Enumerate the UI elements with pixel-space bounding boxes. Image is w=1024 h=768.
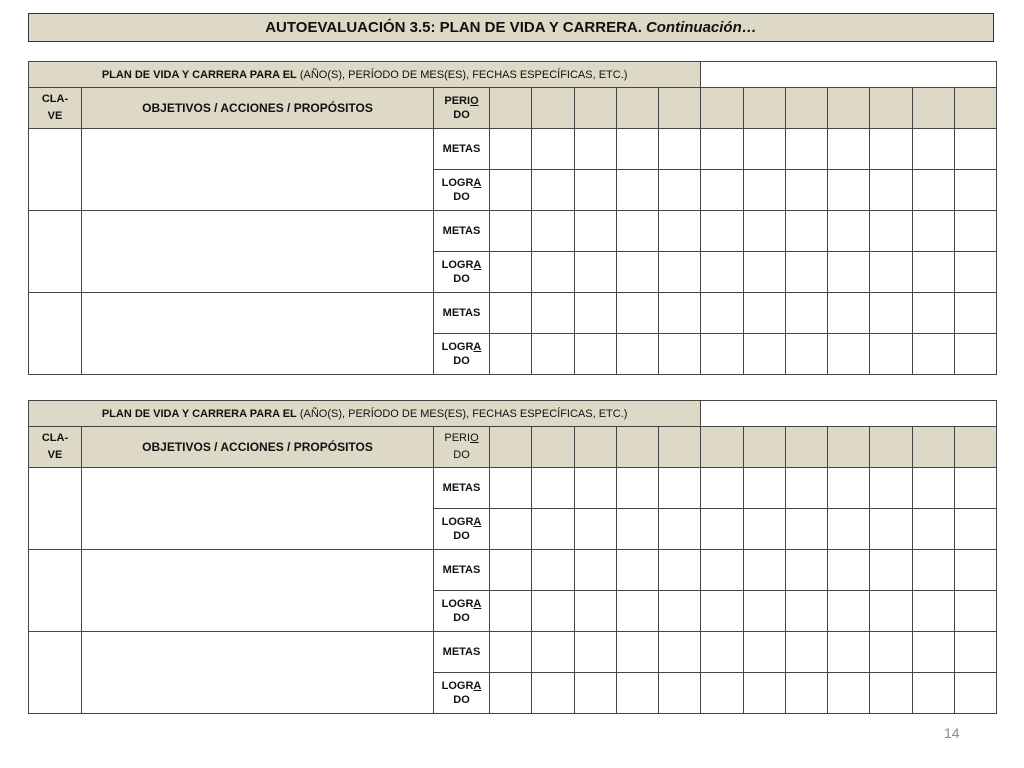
header-bold-text: PLAN DE VIDA Y CARRERA PARA EL: [101, 68, 297, 81]
logrado-grid-cell[interactable]: [954, 673, 996, 714]
metas-grid-cell[interactable]: [574, 632, 616, 673]
metas-label: [434, 211, 490, 252]
logrado-grid-cell[interactable]: [828, 170, 870, 211]
metas-grid-cell[interactable]: [870, 211, 912, 252]
logrado-underlined-letter: A: [473, 598, 482, 610]
objetivos-label: OBJETIVOS / ACCIONES / PROPÓSITOS: [142, 440, 373, 454]
metas-grid-cell[interactable]: [954, 632, 996, 673]
logrado-grid-cell[interactable]: [532, 334, 574, 375]
objetivos-cell[interactable]: [82, 129, 434, 211]
metas-grid-cell[interactable]: [532, 293, 574, 334]
logrado-grid-cell[interactable]: [828, 591, 870, 632]
objetivos-cell[interactable]: [82, 293, 434, 375]
period-column-header-cell[interactable]: [954, 427, 996, 468]
metas-grid-cell[interactable]: [659, 129, 701, 170]
period-column-header-cell[interactable]: [532, 88, 574, 129]
logrado-grid-cell[interactable]: [912, 591, 954, 632]
logrado-grid-cell[interactable]: [912, 334, 954, 375]
metas-grid-cell[interactable]: [659, 632, 701, 673]
logrado-grid-cell[interactable]: [743, 673, 785, 714]
logrado-line-1: LOGRA: [441, 516, 482, 528]
metas-grid-cell[interactable]: [743, 129, 785, 170]
logrado-grid-cell[interactable]: [701, 591, 743, 632]
metas-grid-cell[interactable]: [912, 211, 954, 252]
clave-line-1: CLA-: [41, 93, 69, 105]
logrado-line-1: LOGRA: [441, 680, 482, 692]
period-column-header-cell[interactable]: [743, 427, 785, 468]
logrado-grid-cell[interactable]: [701, 170, 743, 211]
metas-grid-cell[interactable]: [912, 468, 954, 509]
logrado-grid-cell[interactable]: [532, 170, 574, 211]
metas-grid-cell[interactable]: [912, 550, 954, 591]
period-column-header-cell[interactable]: [954, 88, 996, 129]
page-number: 14: [944, 725, 960, 741]
logrado-grid-cell[interactable]: [785, 334, 827, 375]
metas-grid-cell[interactable]: [490, 632, 532, 673]
metas-text: METAS: [442, 482, 481, 494]
metas-grid-cell[interactable]: [701, 468, 743, 509]
metas-row: [29, 129, 997, 170]
metas-grid-cell[interactable]: [828, 293, 870, 334]
plan-period-header: [29, 401, 701, 427]
metas-grid-cell[interactable]: [828, 550, 870, 591]
metas-label: [434, 550, 490, 591]
metas-grid-cell[interactable]: [574, 211, 616, 252]
logrado-grid-cell[interactable]: [490, 509, 532, 550]
clave-line-1: CLA-: [41, 432, 69, 444]
metas-grid-cell[interactable]: [870, 468, 912, 509]
metas-grid-cell[interactable]: [870, 293, 912, 334]
logrado-grid-cell[interactable]: [574, 334, 616, 375]
logrado-label: [434, 509, 490, 550]
logrado-line-1: LOGRA: [441, 177, 482, 189]
metas-grid-cell[interactable]: [659, 211, 701, 252]
logrado-grid-cell[interactable]: [954, 170, 996, 211]
logrado-grid-cell[interactable]: [954, 334, 996, 375]
metas-grid-cell[interactable]: [490, 129, 532, 170]
metas-grid-cell[interactable]: [785, 293, 827, 334]
logrado-grid-cell[interactable]: [828, 334, 870, 375]
clave-cell[interactable]: [29, 129, 82, 211]
metas-grid-cell[interactable]: [701, 211, 743, 252]
metas-grid-cell[interactable]: [616, 129, 658, 170]
periodo-line-2: DO: [453, 449, 470, 461]
metas-text: METAS: [442, 143, 481, 155]
metas-grid-cell[interactable]: [954, 129, 996, 170]
logrado-underlined-letter: A: [473, 259, 482, 271]
plan-period-header: [29, 62, 701, 88]
metas-grid-cell[interactable]: [828, 129, 870, 170]
logrado-grid-cell[interactable]: [870, 591, 912, 632]
objetivos-cell[interactable]: [82, 468, 434, 550]
periodo-underlined-letter: O: [470, 432, 479, 444]
metas-grid-cell[interactable]: [743, 293, 785, 334]
logrado-grid-cell[interactable]: [870, 252, 912, 293]
logrado-line-1: LOGRA: [441, 259, 482, 271]
logrado-grid-cell[interactable]: [828, 673, 870, 714]
period-column-header-cell[interactable]: [574, 427, 616, 468]
period-column-header-cell[interactable]: [785, 88, 827, 129]
clave-header: [29, 88, 82, 129]
logrado-grid-cell[interactable]: [870, 170, 912, 211]
logrado-grid-cell[interactable]: [828, 252, 870, 293]
metas-text: METAS: [442, 564, 481, 576]
metas-label: [434, 293, 490, 334]
logrado-grid-cell[interactable]: [659, 509, 701, 550]
clave-line-2: VE: [47, 449, 63, 461]
period-column-header-cell[interactable]: [659, 88, 701, 129]
logrado-line-2: DO: [453, 273, 470, 285]
metas-grid-cell[interactable]: [785, 632, 827, 673]
metas-grid-cell[interactable]: [490, 468, 532, 509]
logrado-grid-cell[interactable]: [532, 252, 574, 293]
logrado-grid-cell[interactable]: [870, 509, 912, 550]
logrado-grid-cell[interactable]: [828, 509, 870, 550]
logrado-label: [434, 170, 490, 211]
logrado-grid-cell[interactable]: [912, 170, 954, 211]
metas-grid-cell[interactable]: [532, 632, 574, 673]
period-column-header-cell[interactable]: [490, 88, 532, 129]
objetivos-cell[interactable]: [82, 632, 434, 714]
metas-grid-cell[interactable]: [701, 129, 743, 170]
logrado-grid-cell[interactable]: [954, 591, 996, 632]
period-column-header-cell[interactable]: [701, 427, 743, 468]
logrado-label: [434, 673, 490, 714]
logrado-grid-cell[interactable]: [701, 252, 743, 293]
metas-grid-cell[interactable]: [785, 129, 827, 170]
page-title: [28, 13, 994, 42]
periodo-underlined-letter: O: [470, 95, 479, 107]
logrado-grid-cell[interactable]: [616, 170, 658, 211]
logrado-grid-cell[interactable]: [701, 334, 743, 375]
period-column-header-cell[interactable]: [659, 427, 701, 468]
logrado-grid-cell[interactable]: [701, 673, 743, 714]
logrado-grid-cell[interactable]: [616, 509, 658, 550]
metas-grid-cell[interactable]: [574, 468, 616, 509]
logrado-grid-cell[interactable]: [785, 170, 827, 211]
logrado-grid-cell[interactable]: [659, 673, 701, 714]
plan-table: [28, 61, 997, 375]
period-column-header-cell[interactable]: [574, 88, 616, 129]
period-column-header-cell[interactable]: [785, 427, 827, 468]
metas-grid-cell[interactable]: [870, 129, 912, 170]
logrado-grid-cell[interactable]: [490, 591, 532, 632]
metas-grid-cell[interactable]: [616, 550, 658, 591]
logrado-grid-cell[interactable]: [659, 170, 701, 211]
clave-cell[interactable]: [29, 468, 82, 550]
header-normal-text: (AÑO(S), PERÍODO DE MES(ES), FECHAS ESPECÍFICAS, ETC.): [299, 68, 628, 81]
logrado-label: [434, 252, 490, 293]
metas-grid-cell[interactable]: [743, 550, 785, 591]
logrado-grid-cell[interactable]: [659, 591, 701, 632]
metas-grid-cell[interactable]: [743, 632, 785, 673]
metas-grid-cell[interactable]: [954, 211, 996, 252]
logrado-grid-cell[interactable]: [954, 509, 996, 550]
metas-grid-cell[interactable]: [701, 293, 743, 334]
logrado-line-1: LOGRA: [441, 341, 482, 353]
period-column-header-cell[interactable]: [912, 88, 954, 129]
header-normal-text: (AÑO(S), PERÍODO DE MES(ES), FECHAS ESPECÍFICAS, ETC.): [299, 407, 628, 420]
clave-line-2: VE: [47, 110, 63, 122]
logrado-grid-cell[interactable]: [574, 673, 616, 714]
logrado-grid-cell[interactable]: [616, 252, 658, 293]
metas-grid-cell[interactable]: [616, 293, 658, 334]
logrado-line-2: DO: [453, 694, 470, 706]
logrado-grid-cell[interactable]: [743, 509, 785, 550]
logrado-grid-cell[interactable]: [743, 334, 785, 375]
logrado-grid-cell[interactable]: [490, 252, 532, 293]
objetivos-header: [82, 88, 434, 129]
metas-grid-cell[interactable]: [785, 211, 827, 252]
period-column-header-cell[interactable]: [870, 88, 912, 129]
metas-grid-cell[interactable]: [828, 211, 870, 252]
logrado-grid-cell[interactable]: [574, 591, 616, 632]
logrado-grid-cell[interactable]: [574, 170, 616, 211]
period-column-header-cell[interactable]: [828, 427, 870, 468]
metas-grid-cell[interactable]: [912, 129, 954, 170]
clave-cell[interactable]: [29, 632, 82, 714]
metas-row: [29, 550, 997, 591]
objetivos-label: OBJETIVOS / ACCIONES / PROPÓSITOS: [142, 101, 373, 115]
clave-cell[interactable]: [29, 293, 82, 375]
period-column-header-cell[interactable]: [532, 427, 574, 468]
metas-grid-cell[interactable]: [574, 129, 616, 170]
logrado-grid-cell[interactable]: [912, 673, 954, 714]
logrado-grid-cell[interactable]: [574, 509, 616, 550]
metas-grid-cell[interactable]: [659, 468, 701, 509]
logrado-grid-cell[interactable]: [743, 170, 785, 211]
metas-grid-cell[interactable]: [532, 468, 574, 509]
logrado-grid-cell[interactable]: [785, 673, 827, 714]
logrado-grid-cell[interactable]: [912, 252, 954, 293]
metas-grid-cell[interactable]: [532, 129, 574, 170]
metas-grid-cell[interactable]: [490, 211, 532, 252]
objetivos-header: [82, 427, 434, 468]
metas-grid-cell[interactable]: [785, 550, 827, 591]
logrado-grid-cell[interactable]: [659, 334, 701, 375]
logrado-grid-cell[interactable]: [616, 673, 658, 714]
periodo-line-1: PERIO: [444, 95, 479, 107]
objetivos-cell[interactable]: [82, 211, 434, 293]
metas-grid-cell[interactable]: [954, 468, 996, 509]
logrado-grid-cell[interactable]: [490, 170, 532, 211]
clave-cell[interactable]: [29, 211, 82, 293]
periodo-header: [434, 427, 490, 468]
metas-grid-cell[interactable]: [574, 550, 616, 591]
logrado-line-2: DO: [453, 191, 470, 203]
logrado-underlined-letter: A: [473, 516, 482, 528]
metas-grid-cell[interactable]: [659, 293, 701, 334]
logrado-grid-cell[interactable]: [870, 334, 912, 375]
clave-header: [29, 427, 82, 468]
metas-grid-cell[interactable]: [912, 293, 954, 334]
period-input-cell[interactable]: [701, 401, 997, 427]
clave-cell[interactable]: [29, 550, 82, 632]
metas-grid-cell[interactable]: [532, 550, 574, 591]
metas-grid-cell[interactable]: [701, 632, 743, 673]
logrado-grid-cell[interactable]: [743, 591, 785, 632]
periodo-header: [434, 88, 490, 129]
metas-grid-cell[interactable]: [616, 468, 658, 509]
metas-text: METAS: [442, 307, 481, 319]
title-main: AUTOEVALUACIÓN 3.5: PLAN DE VIDA Y CARRERA.: [265, 19, 642, 36]
period-column-header-cell[interactable]: [701, 88, 743, 129]
metas-grid-cell[interactable]: [532, 211, 574, 252]
period-input-cell[interactable]: [701, 62, 997, 88]
logrado-grid-cell[interactable]: [701, 509, 743, 550]
logrado-line-2: DO: [453, 612, 470, 624]
logrado-grid-cell[interactable]: [659, 252, 701, 293]
period-column-header-cell[interactable]: [870, 427, 912, 468]
period-column-header-cell[interactable]: [743, 88, 785, 129]
plan-table: [28, 400, 997, 714]
period-column-header-cell[interactable]: [490, 427, 532, 468]
metas-grid-cell[interactable]: [954, 550, 996, 591]
logrado-grid-cell[interactable]: [616, 334, 658, 375]
logrado-line-2: DO: [453, 355, 470, 367]
metas-grid-cell[interactable]: [870, 550, 912, 591]
period-column-header-cell[interactable]: [616, 88, 658, 129]
logrado-grid-cell[interactable]: [785, 252, 827, 293]
logrado-underlined-letter: A: [473, 680, 482, 692]
metas-grid-cell[interactable]: [828, 468, 870, 509]
logrado-grid-cell[interactable]: [532, 591, 574, 632]
logrado-grid-cell[interactable]: [785, 509, 827, 550]
metas-grid-cell[interactable]: [785, 468, 827, 509]
metas-grid-cell[interactable]: [616, 632, 658, 673]
metas-grid-cell[interactable]: [490, 293, 532, 334]
logrado-grid-cell[interactable]: [743, 252, 785, 293]
metas-grid-cell[interactable]: [616, 211, 658, 252]
logrado-label: [434, 591, 490, 632]
header-bold-text: PLAN DE VIDA Y CARRERA PARA EL: [101, 407, 297, 420]
metas-row: [29, 293, 997, 334]
metas-label: [434, 129, 490, 170]
metas-grid-cell[interactable]: [490, 550, 532, 591]
metas-grid-cell[interactable]: [743, 211, 785, 252]
logrado-grid-cell[interactable]: [912, 509, 954, 550]
logrado-grid-cell[interactable]: [490, 673, 532, 714]
logrado-underlined-letter: A: [473, 341, 482, 353]
metas-grid-cell[interactable]: [828, 632, 870, 673]
metas-grid-cell[interactable]: [912, 632, 954, 673]
metas-text: METAS: [442, 646, 481, 658]
metas-grid-cell[interactable]: [743, 468, 785, 509]
periodo-line-1: PERIO: [444, 432, 479, 444]
logrado-label: [434, 334, 490, 375]
period-column-header-cell[interactable]: [616, 427, 658, 468]
logrado-underlined-letter: A: [473, 177, 482, 189]
logrado-grid-cell[interactable]: [870, 673, 912, 714]
metas-row: [29, 211, 997, 252]
logrado-grid-cell[interactable]: [532, 673, 574, 714]
metas-row: [29, 468, 997, 509]
metas-grid-cell[interactable]: [659, 550, 701, 591]
logrado-grid-cell[interactable]: [954, 252, 996, 293]
metas-label: [434, 632, 490, 673]
logrado-grid-cell[interactable]: [490, 334, 532, 375]
logrado-grid-cell[interactable]: [574, 252, 616, 293]
metas-text: METAS: [442, 225, 481, 237]
period-column-header-cell[interactable]: [912, 427, 954, 468]
objetivos-cell[interactable]: [82, 550, 434, 632]
periodo-line-2: DO: [453, 109, 470, 121]
logrado-line-1: LOGRA: [441, 598, 482, 610]
metas-grid-cell[interactable]: [870, 632, 912, 673]
metas-grid-cell[interactable]: [574, 293, 616, 334]
title-continuation: Continuación…: [645, 19, 757, 36]
metas-grid-cell[interactable]: [954, 293, 996, 334]
metas-label: [434, 468, 490, 509]
logrado-grid-cell[interactable]: [616, 591, 658, 632]
metas-row: [29, 632, 997, 673]
logrado-grid-cell[interactable]: [785, 591, 827, 632]
metas-grid-cell[interactable]: [701, 550, 743, 591]
period-column-header-cell[interactable]: [828, 88, 870, 129]
logrado-line-2: DO: [453, 530, 470, 542]
logrado-grid-cell[interactable]: [532, 509, 574, 550]
